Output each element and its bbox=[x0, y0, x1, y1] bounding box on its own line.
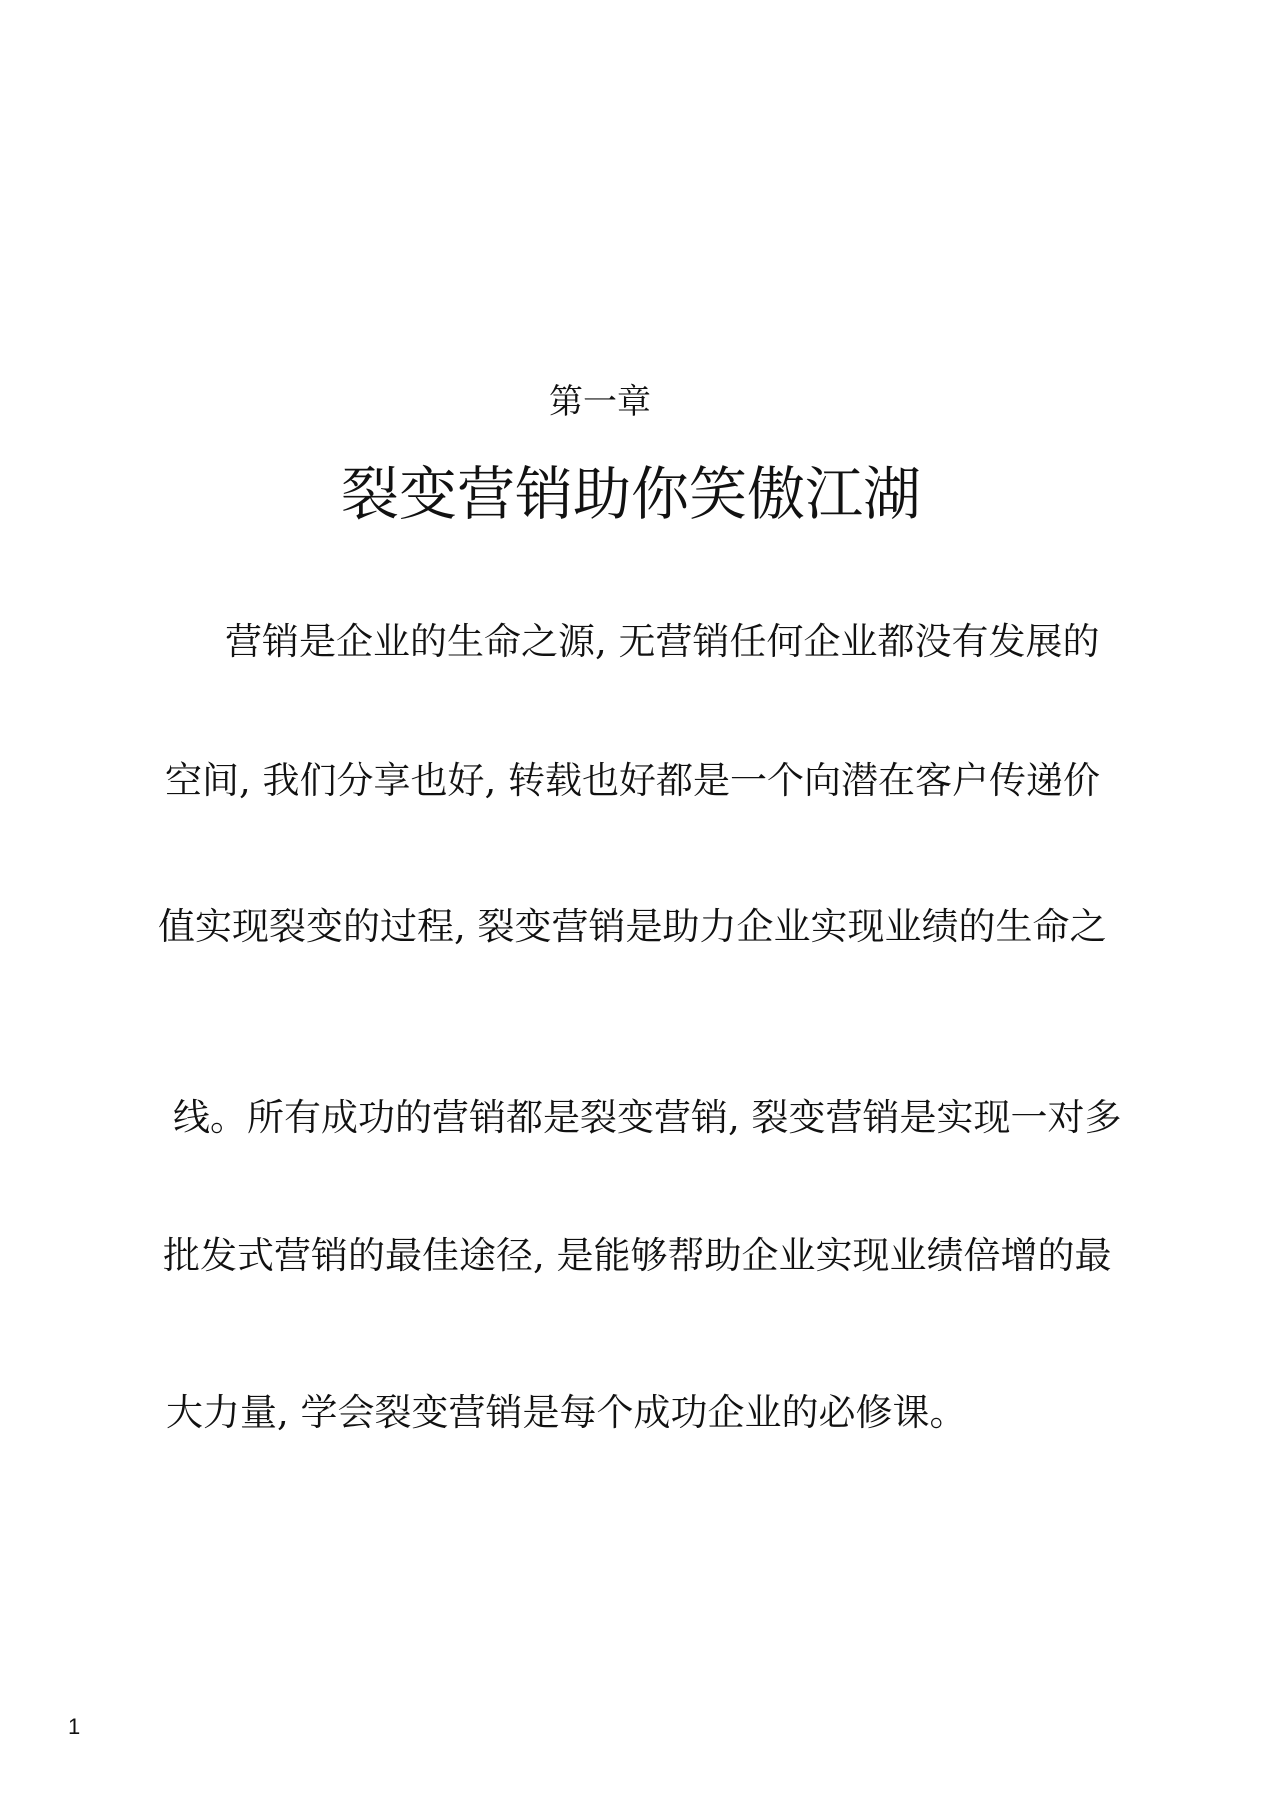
body-line-6: 大力量, 学会裂变营销是每个成功企业的必修课。 bbox=[166, 1391, 967, 1434]
body-line-5: 批发式营销的最佳途径, 是能够帮助企业实现业绩倍增的最 bbox=[163, 1234, 1112, 1277]
page-number: 1 bbox=[68, 1714, 81, 1739]
chapter-title: 裂变营销助你笑傲江湖 bbox=[340, 460, 921, 528]
body-line-1: 营销是企业的生命之源, 无营销任何企业都没有发展的 bbox=[225, 620, 1100, 663]
body-line-3: 值实现裂变的过程, 裂变营销是助力企业实现业绩的生命之 bbox=[158, 905, 1107, 948]
body-line-4: 线。所有成功的营销都是裂变营销, 裂变营销是实现一对多 bbox=[173, 1096, 1122, 1139]
body-line-2: 空间, 我们分享也好, 转载也好都是一个向潜在客户传递价 bbox=[165, 759, 1101, 802]
chapter-label: 第一章 bbox=[549, 382, 651, 422]
